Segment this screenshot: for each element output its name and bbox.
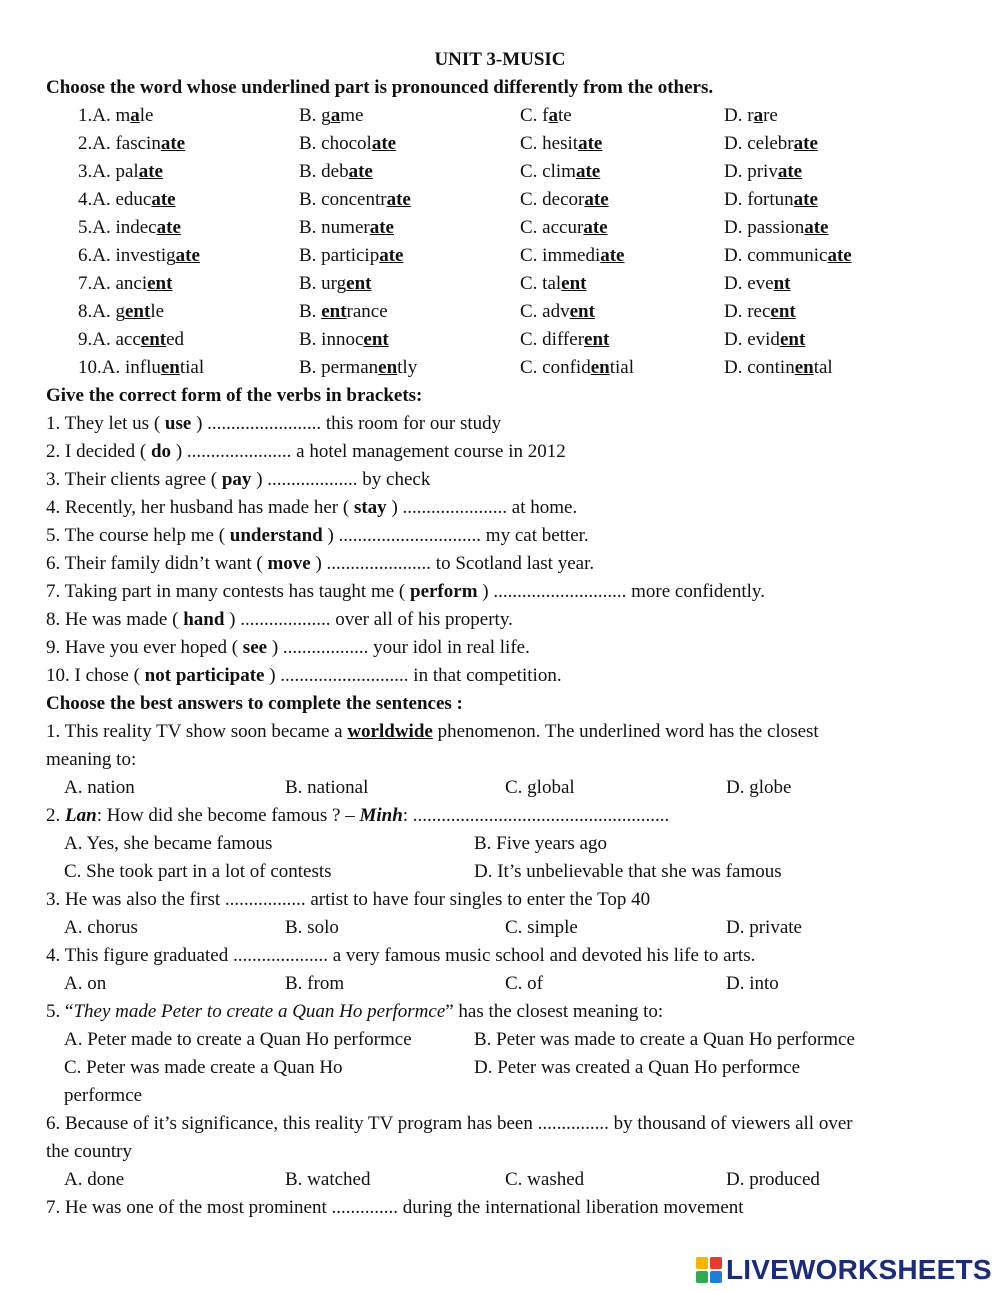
mcq-1-option-c[interactable]: C. global <box>505 777 575 798</box>
liveworksheets-wordmark: LIVEWORKSHEETS <box>726 1254 992 1285</box>
pronunciation-option-b[interactable] <box>299 356 417 380</box>
pronunciation-option-b[interactable] <box>299 160 373 184</box>
pronunciation-row <box>0 356 1000 380</box>
option-word-start: B. innoc <box>299 329 364 350</box>
pronunciation-option-b[interactable] <box>299 132 396 156</box>
option-word-start: C. hesit <box>520 133 579 154</box>
option-word-end: te <box>558 105 572 126</box>
underlined-part: ate <box>138 161 163 182</box>
mcq-4-option-d[interactable]: D. into <box>726 973 779 994</box>
verb-question-text: 4. Recently, her husband has made her ( <box>46 497 354 518</box>
pronunciation-option-c[interactable] <box>520 160 600 184</box>
verb-in-brackets: not participate <box>144 665 265 686</box>
underlined-part: ent <box>346 273 372 294</box>
logo-square-4 <box>710 1271 722 1283</box>
mcq-3-option-c[interactable]: C. simple <box>505 917 578 938</box>
pronunciation-option-a[interactable] <box>78 272 172 296</box>
underlined-part: a <box>548 105 558 126</box>
option-word-end: tial <box>609 357 634 378</box>
underlined-part: ate <box>777 161 803 182</box>
underlined-part: ent <box>363 329 389 350</box>
pronunciation-option-c[interactable] <box>520 188 609 212</box>
underlined-part: ate <box>793 189 818 210</box>
mcq-5-option-a[interactable]: A. Peter made to create a Quan Ho performce <box>64 1029 412 1050</box>
pronunciation-option-d[interactable] <box>724 300 796 324</box>
underlined-part: ent <box>140 329 167 350</box>
verb-question-text: 10. I chose ( <box>46 665 145 686</box>
option-word-start: C. adv <box>520 301 570 322</box>
option-word-start: B. deb <box>299 161 349 182</box>
pronunciation-option-c[interactable] <box>520 244 625 268</box>
mcq-6-option-d[interactable]: D. produced <box>726 1169 820 1190</box>
option-word-start: D. contin <box>724 357 795 378</box>
option-word-start: 10.A. influ <box>78 357 161 378</box>
mcq-2-speaker-1: Lan <box>65 805 97 826</box>
underlined-part: ent <box>770 301 796 322</box>
option-word-start: B. <box>299 301 322 322</box>
liveworksheets-brand[interactable] <box>696 1254 992 1286</box>
section1-heading: Choose the word whose underlined part is pronounced differently from the others. <box>46 77 714 98</box>
pronunciation-option-d[interactable] <box>724 272 791 296</box>
verb-in-brackets: move <box>267 553 311 574</box>
underlined-part: ent <box>321 301 347 322</box>
option-word-end: le <box>150 301 165 322</box>
mcq-1-text: 1. This reality TV show soon became a <box>46 721 348 742</box>
pronunciation-option-a[interactable] <box>78 188 176 212</box>
option-word-start: C. accur <box>520 217 584 238</box>
pronunciation-option-a[interactable] <box>78 356 204 380</box>
option-word-start: D. communic <box>724 245 828 266</box>
verb-question-text: 8. He was made ( <box>46 609 184 630</box>
verb-question-text: 2. I decided ( <box>46 441 151 462</box>
verb-in-brackets: understand <box>229 525 323 546</box>
mcq-1-text-end: phenomenon. The underlined word has the closest <box>432 721 819 742</box>
verb-question <box>46 552 594 576</box>
option-word-end: tial <box>179 357 205 378</box>
pronunciation-option-b[interactable] <box>299 328 389 352</box>
pronunciation-option-a[interactable] <box>78 160 163 184</box>
mcq-4-option-b[interactable]: B. from <box>285 973 345 994</box>
logo-square-1 <box>696 1257 708 1269</box>
option-word-end: tly <box>397 357 418 378</box>
verb-question <box>46 636 530 660</box>
mcq-6-options <box>0 1168 1000 1192</box>
verb-question-text: 6. Their family didn’t want ( <box>46 553 268 574</box>
page-title: UNIT 3-MUSIC <box>434 49 566 70</box>
mcq-1-keyword: worldwide <box>347 721 433 742</box>
option-word-start: B. urg <box>299 273 347 294</box>
mcq-6-option-c[interactable]: C. washed <box>505 1169 585 1190</box>
pronunciation-row <box>0 328 1000 352</box>
pronunciation-option-c[interactable] <box>520 328 609 352</box>
mcq-3-stem: 3. He was also the first ................. artist to have four singles to enter the Top 40 <box>46 889 651 910</box>
underlined-part: a <box>130 105 140 126</box>
pronunciation-option-c[interactable] <box>520 300 595 324</box>
underlined-part: ate <box>156 217 181 238</box>
underlined-part: ate <box>379 245 404 266</box>
option-word-start: 4.A. educ <box>78 189 152 210</box>
verb-question <box>46 412 501 436</box>
mcq-5-quoted-sentence: They made Peter to create a Quan Ho performce <box>73 1001 446 1022</box>
pronunciation-option-a[interactable] <box>78 216 181 240</box>
pronunciation-option-a[interactable] <box>78 104 153 128</box>
pronunciation-option-c[interactable] <box>520 356 634 380</box>
mcq-1-option-a[interactable]: A. nation <box>64 777 135 798</box>
pronunciation-option-a[interactable] <box>78 244 200 268</box>
pronunciation-row <box>0 104 1000 128</box>
underlined-part: en <box>378 357 398 378</box>
underlined-part: nt <box>773 273 791 294</box>
mcq-2-speaker-2: Minh <box>359 805 403 826</box>
pronunciation-option-d[interactable] <box>724 216 829 240</box>
option-word-start: C. f <box>520 105 549 126</box>
pronunciation-option-d[interactable] <box>724 356 833 380</box>
option-word-start: D. eve <box>724 273 774 294</box>
option-word-start: B. particip <box>299 245 380 266</box>
mcq-2-number: 2. <box>46 805 65 826</box>
option-word-start: C. differ <box>520 329 585 350</box>
option-word-end: me <box>340 105 364 126</box>
verb-in-brackets: use <box>164 413 192 434</box>
pronunciation-option-c[interactable] <box>520 104 572 128</box>
mcq-6-option-a[interactable]: A. done <box>64 1169 125 1190</box>
pronunciation-option-c[interactable] <box>520 272 587 296</box>
option-word-start: D. fortun <box>724 189 794 210</box>
option-word-end: rance <box>346 301 388 322</box>
option-word-end: re <box>763 105 778 126</box>
mcq-7-stem: 7. He was one of the most prominent .............. during the international liberation movement <box>46 1197 744 1218</box>
pronunciation-option-c[interactable] <box>520 216 608 240</box>
verb-question-blank[interactable]: ) ................... by check <box>251 469 431 490</box>
verb-question-text: 5. The course help me ( <box>46 525 230 546</box>
mcq-5-open-quote: 5. “ <box>46 1001 74 1022</box>
logo-square-3 <box>696 1271 708 1283</box>
option-word-start: B. g <box>299 105 331 126</box>
pronunciation-option-d[interactable] <box>724 244 852 268</box>
verb-in-brackets: pay <box>221 469 252 490</box>
underlined-part: ate <box>371 133 397 154</box>
underlined-part: ate <box>793 133 818 154</box>
mcq-1-option-b[interactable]: B. national <box>285 777 369 798</box>
mcq-1-stem-cont: meaning to: <box>46 749 137 770</box>
mcq-4-option-a[interactable]: A. on <box>64 973 107 994</box>
option-word-start: 8.A. g <box>78 301 125 322</box>
option-word-start: B. concentr <box>299 189 387 210</box>
option-word-start: 1.A. m <box>78 105 131 126</box>
option-word-start: 5.A. indec <box>78 217 157 238</box>
option-word-start: B. chocol <box>299 133 372 154</box>
option-word-start: C. confid <box>520 357 591 378</box>
mcq-2-stem <box>46 804 669 828</box>
option-word-end: tal <box>813 357 833 378</box>
underlined-part: ent <box>147 273 173 294</box>
verb-question-blank[interactable]: ) .................. your idol in real life. <box>267 637 530 658</box>
underlined-part: en <box>794 357 814 378</box>
pronunciation-option-d[interactable] <box>724 328 805 352</box>
underlined-part: a <box>330 105 341 126</box>
underlined-part: ate <box>578 133 603 154</box>
verb-question-text: 3. Their clients agree ( <box>46 469 222 490</box>
option-word-start: C. decor <box>520 189 585 210</box>
mcq-4-option-c[interactable]: C. of <box>505 973 543 994</box>
underlined-part: ate <box>600 245 625 266</box>
verb-question-blank[interactable]: ) ...................... at home. <box>386 497 578 518</box>
pronunciation-option-b[interactable] <box>299 300 388 324</box>
option-word-start: 9.A. acc <box>78 329 141 350</box>
pronunciation-row <box>0 300 1000 324</box>
underlined-part: ent <box>584 329 610 350</box>
mcq-6-stem-cont: the country <box>46 1141 133 1162</box>
mcq-3-option-b[interactable]: B. solo <box>285 917 339 938</box>
underlined-part: ate <box>827 245 852 266</box>
option-word-start: D. rec <box>724 301 771 322</box>
mcq-3-option-a[interactable]: A. chorus <box>64 917 138 938</box>
verb-question <box>46 524 589 548</box>
mcq-1-options <box>0 776 1000 800</box>
option-word-end: ed <box>166 329 185 350</box>
section2-heading: Give the correct form of the verbs in brackets: <box>46 385 423 406</box>
liveworksheets-logo-icon <box>696 1257 722 1283</box>
pronunciation-option-b[interactable] <box>299 244 403 268</box>
option-word-start: B. perman <box>299 357 379 378</box>
option-word-start: 3.A. pal <box>78 161 139 182</box>
option-word-end: le <box>139 105 154 126</box>
pronunciation-option-b[interactable] <box>299 104 363 128</box>
pronunciation-row <box>0 188 1000 212</box>
verb-question-blank[interactable]: ) ........................ this room for our study <box>191 413 502 434</box>
verb-question <box>46 440 566 464</box>
mcq-5-option-d[interactable]: D. Peter was created a Quan Ho performce <box>474 1057 801 1078</box>
pronunciation-option-b[interactable] <box>299 216 394 240</box>
mcq-6-option-b[interactable]: B. watched <box>285 1169 371 1190</box>
verb-question-blank[interactable]: ) ...................... a hotel management course in 2012 <box>171 441 566 462</box>
verb-in-brackets: stay <box>353 497 387 518</box>
mcq-3-options <box>0 916 1000 940</box>
mcq-5-options-row1 <box>0 1028 1000 1052</box>
verb-question-text: 7. Taking part in many contests has taught me ( <box>46 581 410 602</box>
verb-in-brackets: perform <box>410 581 478 602</box>
option-word-start: 6.A. investig <box>78 245 176 266</box>
mcq-2-options-row1 <box>0 832 1000 856</box>
mcq-5-options-row2 <box>0 1056 1000 1080</box>
underlined-part: ate <box>160 133 186 154</box>
pronunciation-row <box>0 216 1000 240</box>
verb-question-blank[interactable]: ) ............................ more confidently. <box>477 581 765 602</box>
mcq-4-options <box>0 972 1000 996</box>
mcq-2-text: : How did she become famous ? – <box>96 805 360 826</box>
mcq-2-blank: : ...................................................... <box>402 805 670 826</box>
pronunciation-option-d[interactable] <box>724 104 778 128</box>
mcq-2-option-a[interactable]: A. Yes, she became famous <box>64 833 273 854</box>
underlined-part: a <box>753 105 764 126</box>
underlined-part: ate <box>584 189 609 210</box>
pronunciation-row <box>0 160 1000 184</box>
underlined-part: ate <box>175 245 200 266</box>
option-word-start: D. evid <box>724 329 780 350</box>
mcq-5-option-c-cont[interactable]: performce <box>64 1085 143 1106</box>
verb-question <box>46 468 430 492</box>
underlined-part: ate <box>804 217 829 238</box>
underlined-part: ent <box>124 301 151 322</box>
verb-question <box>46 496 577 520</box>
mcq-4-stem: 4. This figure graduated .................... a very famous music school and devoted his life to arts. <box>46 945 756 966</box>
pronunciation-option-d[interactable] <box>724 132 818 156</box>
underlined-part: ate <box>575 161 601 182</box>
logo-square-2 <box>710 1257 722 1269</box>
verb-in-brackets: do <box>150 441 172 462</box>
option-word-start: C. clim <box>520 161 576 182</box>
verb-question-text: 9. Have you ever hoped ( <box>46 637 243 658</box>
pronunciation-option-b[interactable] <box>299 272 372 296</box>
verb-question <box>46 664 562 688</box>
underlined-part: ate <box>151 189 176 210</box>
verb-in-brackets: hand <box>183 609 225 630</box>
option-word-start: D. r <box>724 105 754 126</box>
mcq-2-option-c[interactable]: C. She took part in a lot of contests <box>64 861 332 882</box>
mcq-2-option-b[interactable]: B. Five years ago <box>474 833 607 854</box>
underlined-part: ent <box>561 273 587 294</box>
underlined-part: ent <box>569 301 595 322</box>
underlined-part: en <box>160 357 180 378</box>
verb-in-brackets: see <box>242 637 268 658</box>
option-word-start: D. celebr <box>724 133 794 154</box>
pronunciation-option-d[interactable] <box>724 188 818 212</box>
mcq-1-stem <box>46 720 819 744</box>
option-word-start: C. immedi <box>520 245 601 266</box>
pronunciation-option-b[interactable] <box>299 188 411 212</box>
mcq-5-option-c-cont-row <box>0 1084 1000 1108</box>
underlined-part: ate <box>348 161 373 182</box>
option-word-start: C. tal <box>520 273 562 294</box>
verb-question-blank[interactable]: ) ...................... to Scotland last year. <box>310 553 595 574</box>
verb-question-blank[interactable]: ) ........................... in that competition. <box>264 665 562 686</box>
mcq-2-option-d[interactable]: D. It’s unbelievable that she was famous <box>474 861 782 882</box>
mcq-3-option-d[interactable]: D. private <box>726 917 802 938</box>
mcq-1-option-d[interactable]: D. globe <box>726 777 792 798</box>
pronunciation-row <box>0 272 1000 296</box>
underlined-part: en <box>590 357 610 378</box>
option-word-start: B. numer <box>299 217 370 238</box>
pronunciation-option-a[interactable] <box>78 132 185 156</box>
option-word-start: 2.A. fascin <box>78 133 161 154</box>
pronunciation-option-a[interactable] <box>78 300 164 324</box>
verb-question-blank[interactable]: ) .............................. my cat better. <box>322 525 589 546</box>
pronunciation-row <box>0 132 1000 156</box>
mcq-6-stem: 6. Because of it’s significance, this reality TV program has been ............... by thousand of viewers all over <box>46 1113 853 1134</box>
pronunciation-option-c[interactable] <box>520 132 602 156</box>
section3-heading: Choose the best answers to complete the sentences : <box>46 693 463 714</box>
option-word-start: D. priv <box>724 161 778 182</box>
underlined-part: ent <box>779 329 806 350</box>
verb-question <box>46 608 513 632</box>
option-word-start: D. passion <box>724 217 805 238</box>
mcq-5-text-end: ” has the closest meaning to: <box>445 1001 664 1022</box>
pronunciation-option-d[interactable] <box>724 160 802 184</box>
mcq-2-options-row2 <box>0 860 1000 884</box>
underlined-part: ate <box>369 217 394 238</box>
mcq-5-option-c[interactable]: C. Peter was made create a Quan Ho <box>64 1057 343 1078</box>
pronunciation-row <box>0 244 1000 268</box>
underlined-part: ate <box>386 189 411 210</box>
verb-question <box>46 580 765 604</box>
pronunciation-option-a[interactable] <box>78 328 184 352</box>
mcq-5-option-b[interactable]: B. Peter was made to create a Quan Ho performce <box>474 1029 855 1050</box>
verb-question-blank[interactable]: ) ................... over all of his property. <box>224 609 513 630</box>
underlined-part: ate <box>583 217 608 238</box>
verb-question-text: 1. They let us ( <box>46 413 165 434</box>
mcq-5-stem <box>46 1000 663 1024</box>
option-word-start: 7.A. anci <box>78 273 148 294</box>
